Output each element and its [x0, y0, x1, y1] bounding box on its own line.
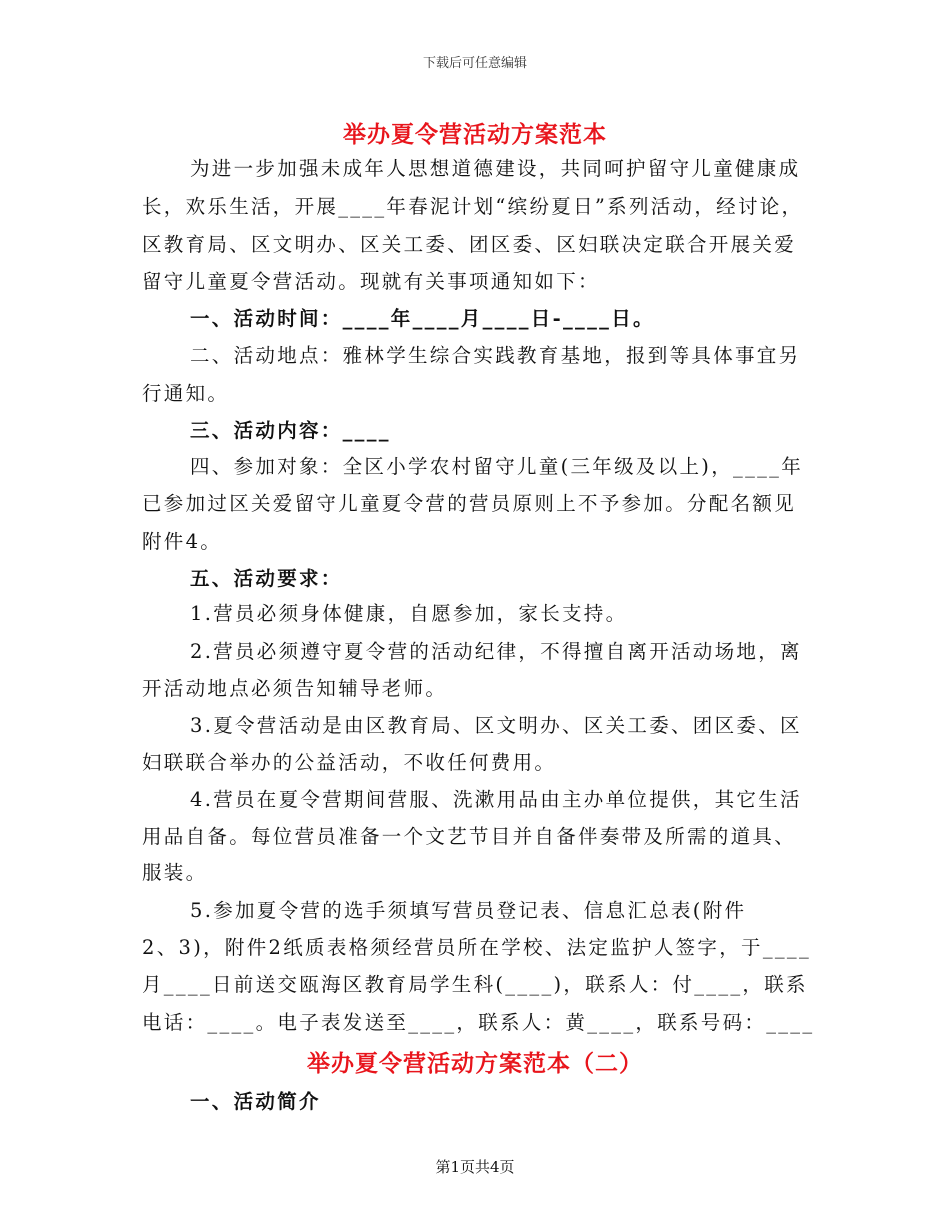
- paragraph-line: 电话：____。电子表发送至____，联系人：黄____，联系号码：____: [142, 1011, 815, 1034]
- paragraph-line: 为进一步加强未成年人思想道德建设，共同呵护留守儿童健康成: [190, 157, 801, 180]
- section-heading-time: 一、活动时间：____年____月____日-____日。: [190, 307, 655, 330]
- paragraph-line: 行通知。: [142, 382, 230, 405]
- paragraph-line: 附件4。: [142, 530, 223, 553]
- list-item: 3.夏令营活动是由区教育局、区文明办、区关工委、团区委、区: [190, 714, 802, 737]
- paragraph-line: 二、活动地点：雅林学生综合实践教育基地，报到等具体事宜另: [190, 344, 801, 367]
- document-title: 举办夏令营活动方案范本: [343, 121, 607, 148]
- list-item: 1.营员必须身体健康，自愿参加，家长支持。: [190, 602, 628, 625]
- paragraph-line: 留守儿童夏令营活动。现就有关事项通知如下：: [142, 270, 600, 293]
- section-heading-requirements: 五、活动要求：: [190, 567, 343, 590]
- paragraph-line: 长，欢乐生活，开展____年春泥计划“缤纷夏日”系列活动，经讨论，: [142, 195, 804, 218]
- paragraph-line: 四、参加对象：全区小学农村留守儿童(三年级及以上)，____年: [190, 455, 804, 478]
- paragraph-line: 2、3)，附件2纸质表格须经营员所在学校、法定监护人签字，于____: [142, 936, 812, 959]
- paragraph-line: 月____日前送交瓯海区教育局学生科(____)，联系人：付____，联系: [142, 973, 808, 996]
- paragraph-line: 区教育局、区文明办、区关工委、团区委、区妇联决定联合开展关爱: [142, 233, 797, 256]
- paragraph-line: 已参加过区关爱留守儿童夏令营的营员原则上不予参加。分配名额见: [142, 492, 797, 515]
- paragraph-line: 开活动地点必须告知辅导老师。: [142, 677, 448, 700]
- list-item: 2.营员必须遵守夏令营的活动纪律，不得擅自离开活动场地，离: [190, 640, 802, 663]
- list-item: 5.参加夏令营的选手须填写营员登记表、信息汇总表(附件: [190, 899, 747, 922]
- section-heading-intro: 一、活动简介: [190, 1090, 321, 1113]
- paragraph-line: 用品自备。每位营员准备一个文艺节目并自备伴奏带及所需的道具、: [142, 825, 797, 848]
- document-title-second: 举办夏令营活动方案范本（二）: [307, 1050, 643, 1077]
- page-header: 下载后可任意编辑: [422, 56, 527, 71]
- paragraph-line: 妇联联合举办的公益活动，不收任何费用。: [142, 751, 557, 774]
- paragraph-line: 服装。: [142, 861, 208, 884]
- list-item: 4.营员在夏令营期间营服、洗漱用品由主办单位提供，其它生活: [190, 788, 802, 811]
- section-heading-content: 三、活动内容：____: [190, 419, 391, 442]
- page-footer: 第1页共4页: [435, 1158, 515, 1176]
